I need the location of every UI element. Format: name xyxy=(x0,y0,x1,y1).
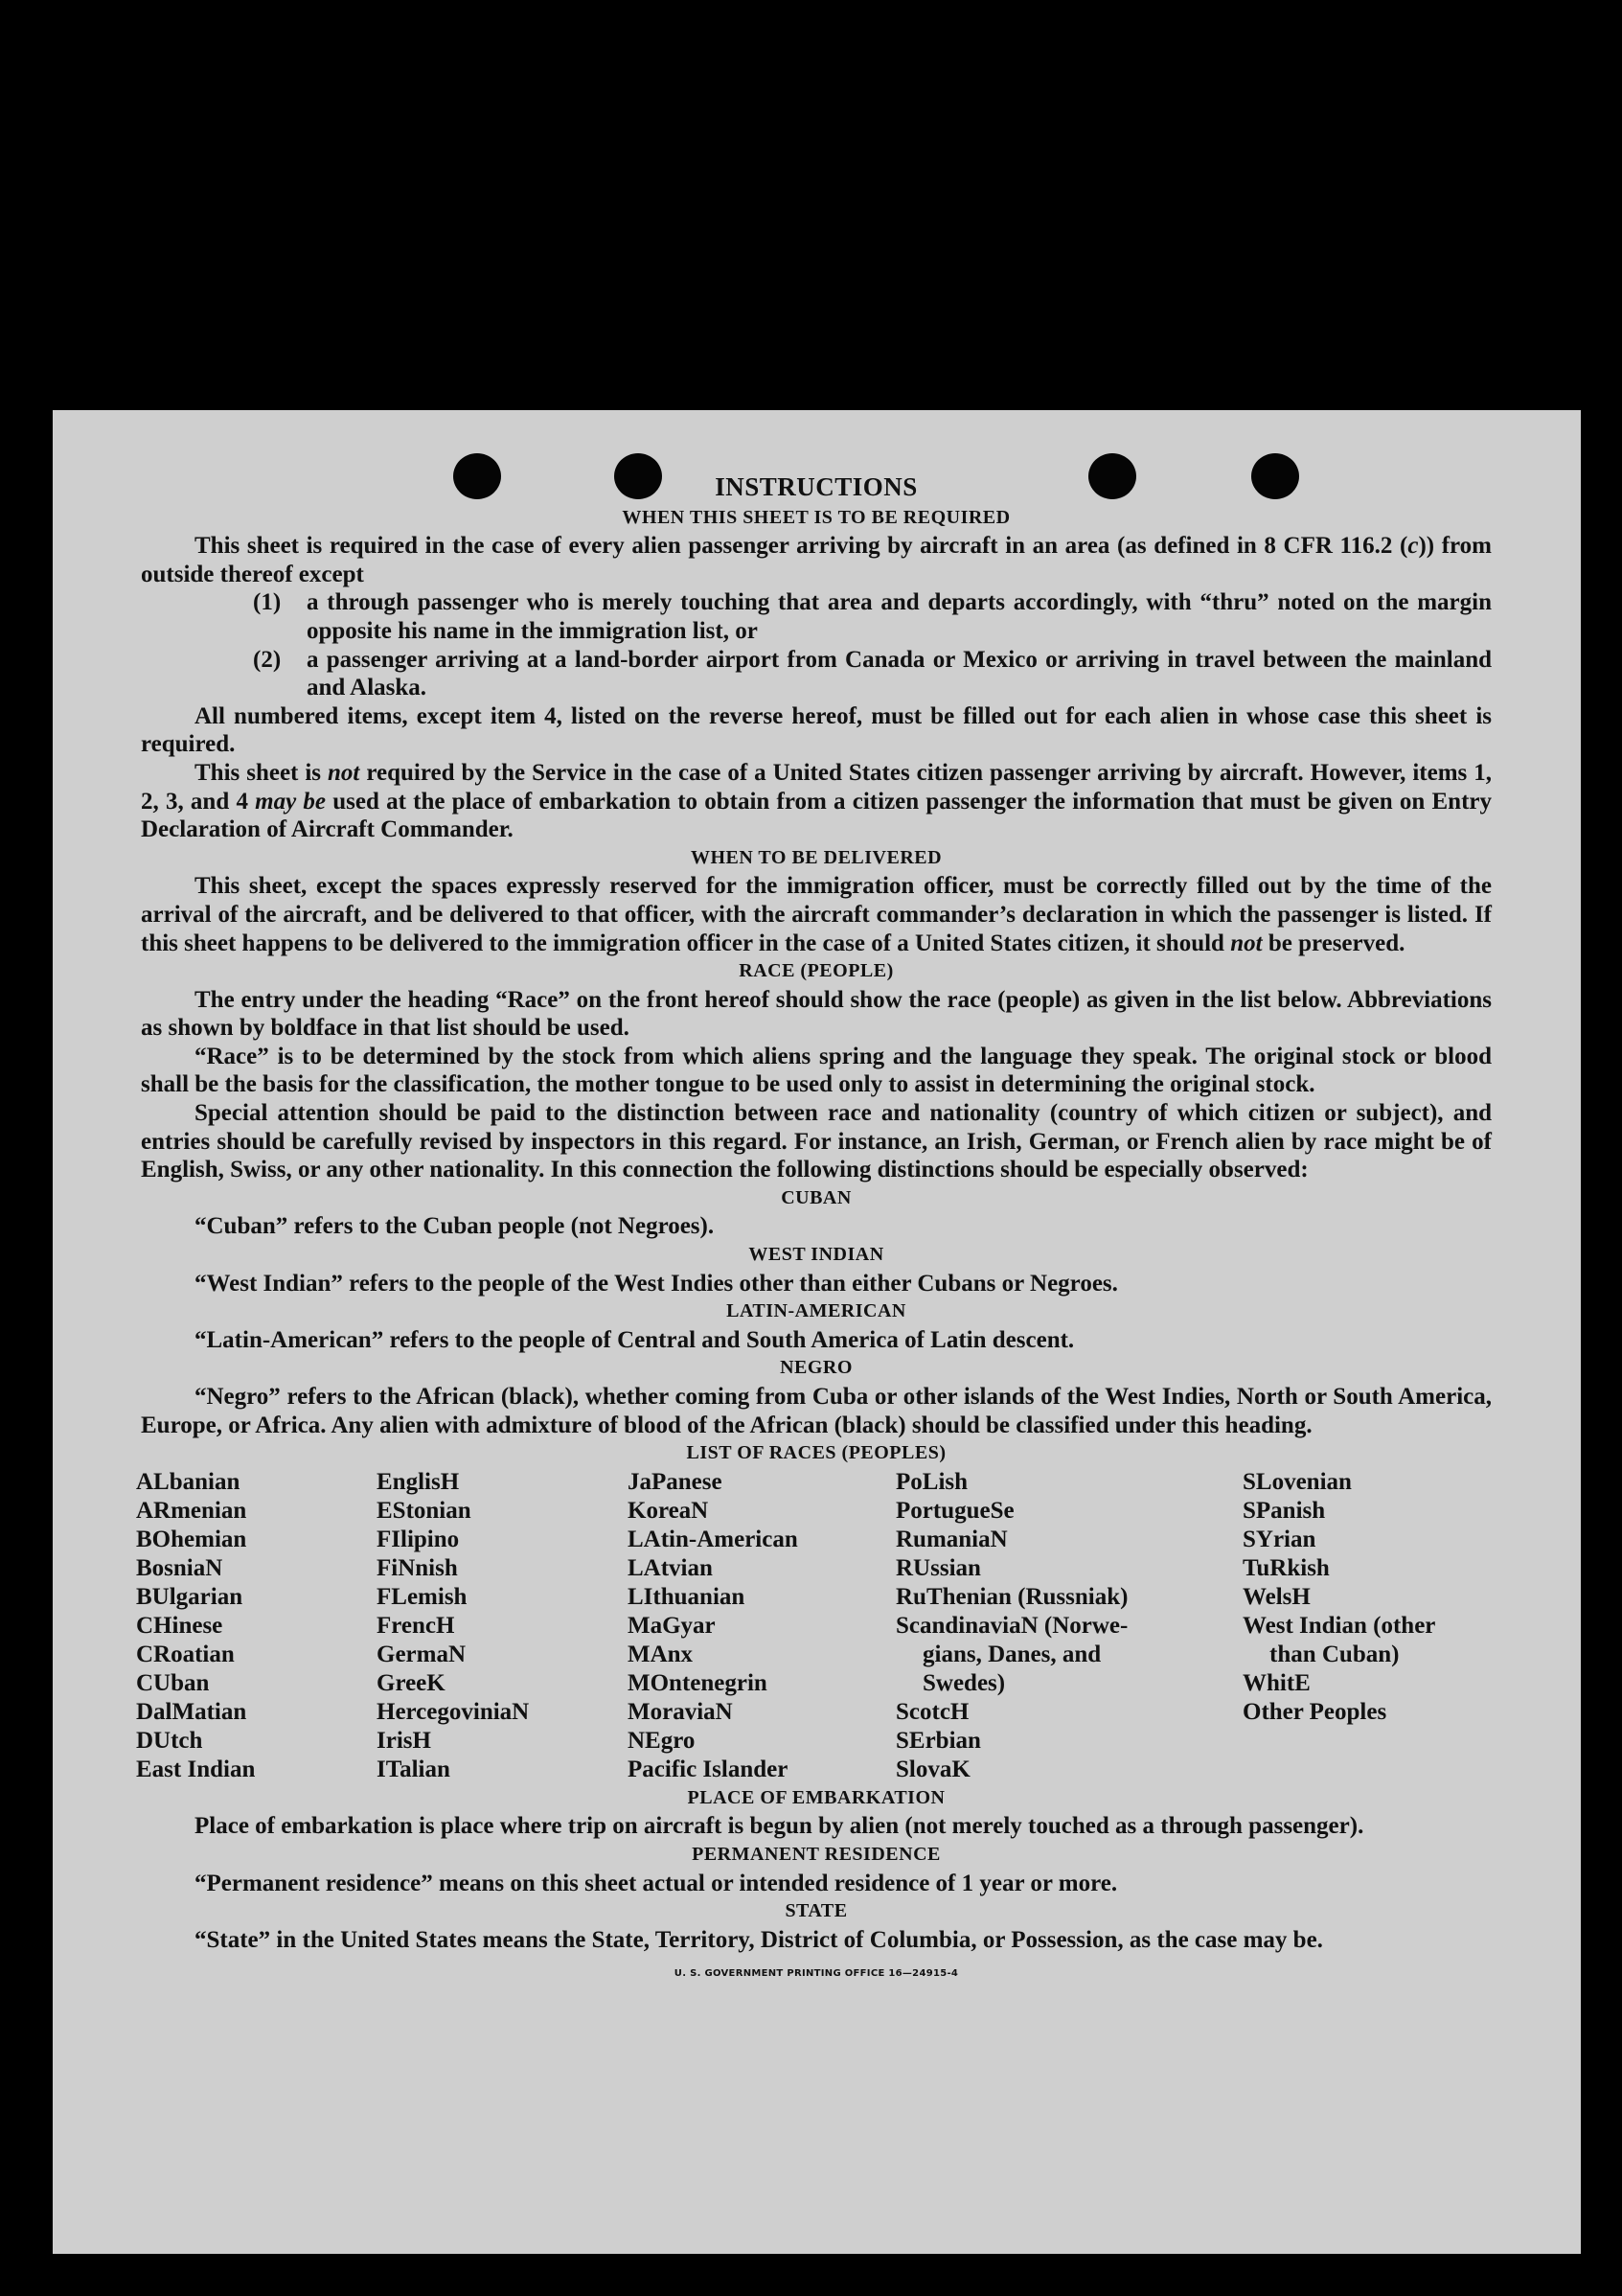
race-entry: LIthuanian xyxy=(628,1583,745,1610)
instructions-text xyxy=(136,470,1492,1988)
race-entry: ScandinaviaN (Norwe- xyxy=(896,1612,1129,1639)
race-entry: gians, Danes, and xyxy=(923,1641,1102,1667)
sections-continued xyxy=(141,1784,1492,1955)
paragraph xyxy=(141,1099,1492,1184)
emphasis-text: not xyxy=(328,759,360,786)
race-entry: FIlipino xyxy=(377,1526,460,1552)
paragraph xyxy=(141,759,1492,844)
text-run: This sheet is required in the case of every alien passenger arriving by aircraft in an area (as defined in 8 CFR 116.2 ( xyxy=(194,533,1408,560)
races-column xyxy=(136,1468,255,1784)
emphasis-text: may be xyxy=(255,788,327,815)
text-run: “Latin-American” refers to the people of Central and South America of Latin descent. xyxy=(194,1326,1075,1353)
race-entry: ScotcH xyxy=(896,1698,970,1725)
race-entry: RumaniaN xyxy=(896,1526,1008,1552)
text-run: be preserved. xyxy=(1262,930,1405,956)
race-entry: SlovaK xyxy=(896,1756,971,1782)
race-entry: ITalian xyxy=(377,1756,450,1782)
text-run: used at the place of embarkation to obtain from a citizen passenger the information that must be given on Entry Declaration of Aircraft Commander. xyxy=(141,788,1492,843)
text-run: Special attention should be paid to the distinction between race and nationality (country of which citizen or subject), and entries should be carefully revised by inspectors in this regard. For instance, an Irish, German, or French alien by race might be of English, Swiss, or any other nationality. In this connection the following distinctions should be especially observed: xyxy=(141,1100,1492,1183)
section-heading: LATIN-AMERICAN xyxy=(726,1300,906,1322)
race-entry: JaPanese xyxy=(628,1468,722,1495)
item-text xyxy=(307,646,1492,702)
races-heading: LIST OF RACES (PEOPLES) xyxy=(686,1442,947,1464)
section-heading: WEST INDIAN xyxy=(748,1244,884,1266)
races-column xyxy=(628,1468,798,1784)
race-entry: MOntenegrin xyxy=(628,1669,767,1696)
paragraph xyxy=(141,1926,1492,1955)
text-run: This sheet is xyxy=(194,759,328,786)
section-heading: WHEN THIS SHEET IS TO BE REQUIRED xyxy=(622,506,1011,528)
race-entry: Swedes) xyxy=(923,1669,1006,1696)
race-entry: CRoatian xyxy=(136,1641,235,1667)
numbered-item xyxy=(141,588,1492,645)
race-entry: KoreaN xyxy=(628,1497,709,1524)
text-run: Place of embarkation is place where trip on aircraft is begun by alien (not merely touched as a through passenger). xyxy=(194,1813,1364,1840)
item-number: (1) xyxy=(253,589,282,616)
race-entry: FLemish xyxy=(377,1583,468,1610)
paragraph xyxy=(141,1812,1492,1841)
section-heading: RACE (PEOPLE) xyxy=(739,960,894,982)
paragraph xyxy=(141,1383,1492,1439)
race-entry: EStonian xyxy=(377,1497,471,1524)
race-entry: BosniaN xyxy=(136,1554,223,1581)
text-run: All numbered items, except item 4, listed on the reverse hereof, must be filled out for each alien in whose case this sheet is required. xyxy=(141,702,1492,758)
text-run: “Race” is to be determined by the stock from which aliens spring and the language they speak. The original stock or blood shall be the basis for the classification, the mother tongue to be used only to assist in determining the original stock. xyxy=(141,1043,1492,1098)
text-run: “Negro” refers to the African (black), whether coming from Cuba or other islands of the West Indies, North or South America, Europe, or Africa. Any alien with admixture of blood of the African (black) should be classified under this heading. xyxy=(141,1384,1492,1438)
race-entry: West Indian (other xyxy=(1243,1612,1436,1639)
race-entry: SPanish xyxy=(1243,1497,1326,1524)
section-heading: PERMANENT RESIDENCE xyxy=(692,1843,941,1865)
race-entry: PoLish xyxy=(896,1468,969,1495)
paragraph xyxy=(141,1870,1492,1898)
section-heading: WHEN TO BE DELIVERED xyxy=(690,846,943,868)
sections xyxy=(141,504,1492,1440)
race-entry: than Cuban) xyxy=(1269,1641,1400,1667)
section-heading: CUBAN xyxy=(781,1186,852,1208)
race-entry: HercegoviniaN xyxy=(377,1698,530,1725)
item-number: (2) xyxy=(253,646,282,673)
text-run: “State” in the United States means the State, Territory, District of Columbia, or Possession, as the case may be. xyxy=(194,1926,1323,1953)
race-entry: Pacific Islander xyxy=(628,1756,788,1782)
race-entry: LAtin-American xyxy=(628,1526,798,1552)
emphasis-text: c xyxy=(1407,533,1419,560)
race-entry: GermaN xyxy=(377,1641,467,1667)
text-run: required by the Service in the case of a United States citizen passenger arriving by aircraft. However, items 1, 2, 3, and 4 xyxy=(141,759,1492,815)
race-entry: RUssian xyxy=(896,1554,981,1581)
races-list xyxy=(136,1468,1492,1784)
printer-imprint: U. S. GOVERNMENT PRINTING OFFICE 16—24915-4 xyxy=(674,1968,959,1980)
race-entry: BOhemian xyxy=(136,1526,247,1552)
race-entry: CUban xyxy=(136,1669,210,1696)
races-column xyxy=(377,1468,529,1784)
race-entry: SErbian xyxy=(896,1727,981,1754)
race-entry: IrisH xyxy=(377,1727,431,1754)
race-entry: CHinese xyxy=(136,1612,223,1639)
race-entry: MaGyar xyxy=(628,1612,716,1639)
paragraph xyxy=(141,702,1492,759)
race-entry: NEgro xyxy=(628,1727,696,1754)
text-run: “Cuban” refers to the Cuban people (not Negroes). xyxy=(194,1213,715,1240)
text-run: “West Indian” refers to the people of the West Indies other than either Cubans or Negroes. xyxy=(194,1270,1118,1297)
numbered-item xyxy=(141,646,1492,702)
page-title: INSTRUCTIONS xyxy=(715,472,918,501)
race-entry: RuThenian (Russniak) xyxy=(896,1583,1129,1610)
race-entry: WhitE xyxy=(1243,1669,1311,1696)
paragraph xyxy=(141,1270,1492,1298)
race-entry: ALbanian xyxy=(136,1468,240,1495)
text-run: This sheet, except the spaces expressly reserved for the immigration officer, must be correctly filled out by the time of the arrival of the aircraft, and be delivered to that officer, with the aircraft commander’s declaration in which the passenger is listed. If this sheet happens to be delivered to the immigration officer in the case of a United States citizen, it should xyxy=(141,873,1492,956)
race-entry: TuRkish xyxy=(1243,1554,1330,1581)
text-run: )) from outside thereof except xyxy=(141,533,1492,587)
text-run: a passenger arriving at a land-border airport from Canada or Mexico or arriving in travel between the mainland and Alaska. xyxy=(307,646,1492,701)
race-entry: LAtvian xyxy=(628,1554,713,1581)
race-entry: Other Peoples xyxy=(1243,1698,1387,1725)
text-run: The entry under the heading “Race” on the front hereof should show the race (people) as given in the list below. Abbreviations as shown by boldface in that list should be used. xyxy=(141,986,1492,1042)
section-heading: PLACE OF EMBARKATION xyxy=(687,1786,946,1808)
race-entry: SLovenian xyxy=(1243,1468,1352,1495)
emphasis-text: not xyxy=(1230,930,1263,956)
race-entry: DUtch xyxy=(136,1727,203,1754)
paragraph xyxy=(141,1326,1492,1355)
paragraph xyxy=(141,532,1492,588)
race-entry: MAnx xyxy=(628,1641,694,1667)
race-entry: ARmenian xyxy=(136,1497,247,1524)
race-entry: East Indian xyxy=(136,1756,256,1782)
paragraph xyxy=(141,872,1492,957)
races-column xyxy=(1243,1468,1435,1727)
section-heading: NEGRO xyxy=(780,1357,853,1379)
item-text xyxy=(307,588,1492,645)
paragraph xyxy=(141,1043,1492,1099)
race-entry: GreeK xyxy=(377,1669,445,1696)
text-run: “Permanent residence” means on this sheet actual or intended residence of 1 year or more. xyxy=(194,1870,1118,1896)
race-entry: WelsH xyxy=(1243,1583,1311,1610)
paragraph xyxy=(141,986,1492,1043)
race-entry: FrencH xyxy=(377,1612,455,1639)
paragraph xyxy=(141,1212,1492,1241)
race-entry: MoraviaN xyxy=(628,1698,733,1725)
race-entry: SYrian xyxy=(1243,1526,1316,1552)
text-run: a through passenger who is merely touching that area and departs accordingly, with “thru” noted on the margin opposite his name in the immigration list, or xyxy=(307,589,1492,644)
race-entry: DalMatian xyxy=(136,1698,247,1725)
race-entry: BUlgarian xyxy=(136,1583,243,1610)
race-entry: PortugueSe xyxy=(896,1497,1015,1524)
race-entry: FiNnish xyxy=(377,1554,458,1581)
section-heading: STATE xyxy=(785,1900,848,1922)
race-entry: EnglisH xyxy=(377,1468,460,1495)
races-column xyxy=(896,1468,1128,1784)
